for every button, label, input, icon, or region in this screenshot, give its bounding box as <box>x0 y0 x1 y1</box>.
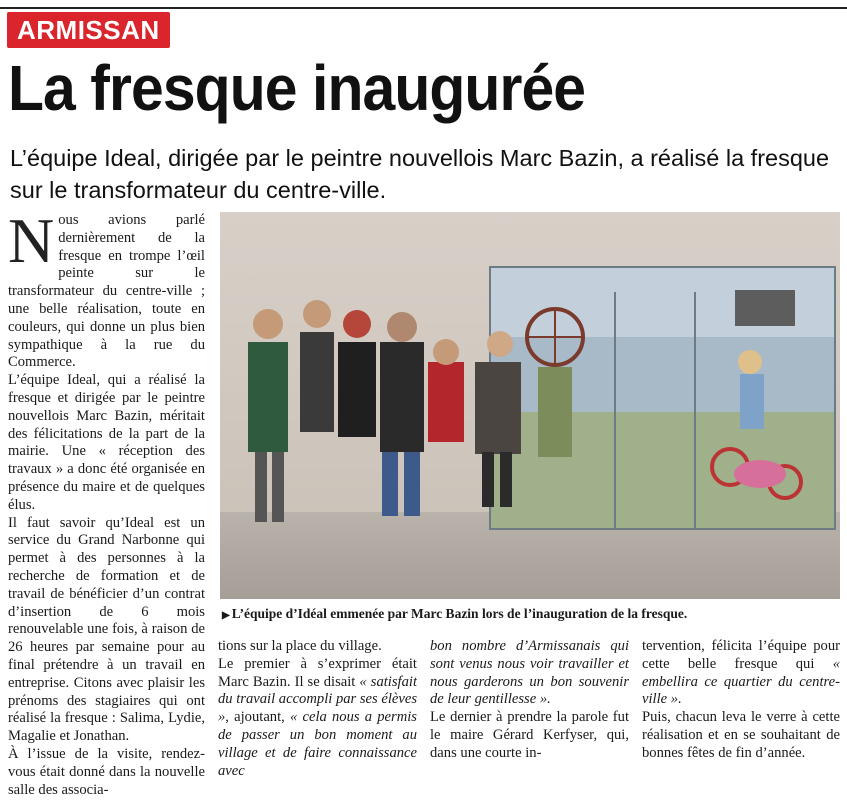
text-run: tervention, félicita l’équipe pour cette belle fresque qui <box>642 638 840 672</box>
caption-arrow-icon: ▶ <box>222 610 230 621</box>
section-kicker: ARMISSAN <box>7 12 170 48</box>
fresque-photo <box>220 212 840 599</box>
article-column-3 <box>430 638 629 808</box>
paragraph-text: ous avions parlé dernièrement de la fresque en trompe l’œil peinte sur le transformateur du centre-ville ; une belle réalisation, toute en couleurs, qui donne un plus bien sympathique à la rue du Commerce. <box>8 212 205 371</box>
paragraph-closing: Puis, chacun leva le verre à cette réalisation et en se souhaitant de bonnes fêtes de fin d’année. <box>642 709 840 761</box>
quote-run: « embellira ce quartier du centre-ville ». <box>642 655 840 708</box>
paragraph-visit: À l’issue de la visite, rendez-vous était donné dans la nouvelle salle des associa- <box>8 745 205 798</box>
text-run: Le premier à s’exprimer était Marc Bazin. Il se disait <box>218 655 417 690</box>
paragraph-intro <box>8 212 205 372</box>
quote-run: « cela nous a permis de passer un bon moment au village et de faire connaissance avec <box>218 709 417 779</box>
standfirst: L’équipe Ideal, dirigée par le peintre nouvellois Marc Bazin, a réalisé la fresque sur le transformateur du centre-ville. <box>10 145 830 203</box>
paragraph-quote-bazin <box>218 656 417 781</box>
paragraph-team: L’équipe Ideal, qui a réalisé la fresque et dirigée par le peintre nouvellois Marc Bazin, méritait des félicitations de la part de la mairie. Une « réception des travaux » a donc été organisée en présence du maire et de quelques élus. <box>8 372 205 513</box>
article-column-4 <box>642 638 840 808</box>
article-column-2 <box>218 638 417 808</box>
article-column-1 <box>8 212 205 808</box>
paragraph-continued: tions sur la place du village. <box>218 638 382 654</box>
text-run: , ajoutant, <box>225 709 290 726</box>
headline: La fresque inaugurée <box>8 52 586 124</box>
quote-run: « satisfait du travail accompli par ses élèves » <box>218 673 417 726</box>
caption-text: L’équipe d’Idéal emmenée par Marc Bazin lors de l’inauguration de la fresque. <box>231 606 688 621</box>
photo-caption <box>222 605 842 625</box>
paragraph-ideal: Il faut savoir qu’Ideal est un service du Grand Narbonne qui permet à des personnes à la recherche de formation et de travail de bénéficier d’un contrat d’insertion de 6 mois renouvelable une fois, à raison de 26 heures par semaine pour au final prétendre à un travail en entreprise. Citons avec plaisir les prénoms des stagiaires qui ont réalisé la fresque : Salima, Lydie, Magalie et Jonathan. <box>8 514 205 745</box>
quote-continued: bon nombre d’Armissanais qui sont venus nous voir travailler et nous garderons un bon souvenir de leur gentillesse ». <box>430 638 629 708</box>
paragraph-mayor: Le dernier à prendre la parole fut le maire Gérard Kerfyser, qui, dans une courte in- <box>430 709 629 761</box>
top-rule <box>0 7 847 9</box>
paragraph-intervention <box>642 638 840 709</box>
dropcap: N <box>8 212 55 276</box>
